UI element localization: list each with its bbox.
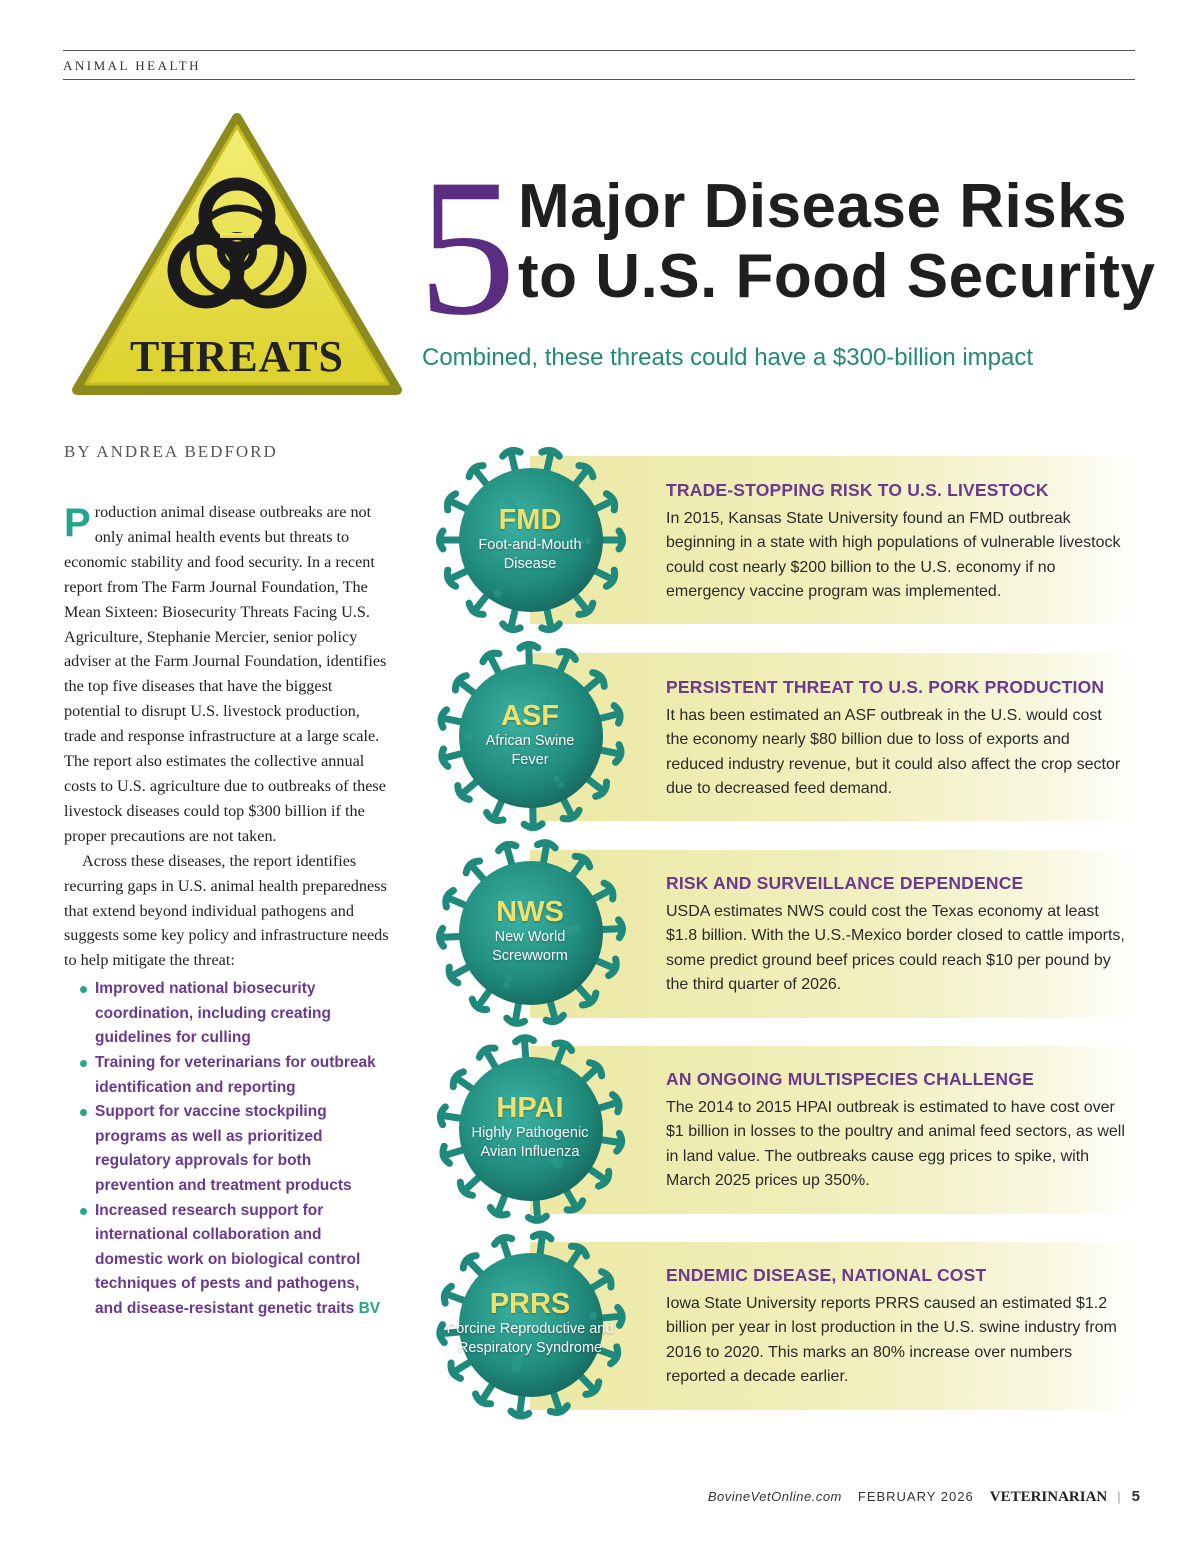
panel-heading: RISK AND SURVEILLANCE DEPENDENCE	[666, 873, 1024, 893]
drop-cap: P	[64, 501, 91, 545]
panel-heading: PERSISTENT THREAT TO U.S. PORK PRODUCTION	[666, 677, 1105, 697]
panel-heading: TRADE-STOPPING RISK TO U.S. LIVESTOCK	[666, 480, 1049, 500]
disease-name: African Swine Fever	[485, 733, 575, 768]
disease-abbr: ASF	[501, 700, 559, 732]
section-rule	[63, 79, 1135, 80]
end-mark: BV	[358, 1299, 381, 1317]
panel-heading: ENDEMIC DISEASE, NATIONAL COST	[666, 1265, 987, 1285]
title-line-1: Major Disease Risks	[518, 172, 1128, 241]
biohazard-warning-icon	[72, 112, 402, 398]
article-body	[64, 500, 390, 1322]
disease-panel-hpai	[666, 1069, 1126, 1194]
title-line-2: to U.S. Food Security	[518, 242, 1156, 311]
disease-abbr: FMD	[498, 504, 562, 536]
page-title	[518, 172, 1158, 312]
list-item-text: Increased research support for international collaboration and domestic work on biological control techniques of pests and pathogens, and disease-resistant genetic traits	[95, 1201, 361, 1317]
panel-heading: AN ONGOING MULTISPECIES CHALLENGE	[666, 1069, 1034, 1089]
paragraph-2: Across these diseases, the report identifies recurring gaps in U.S. animal health preparedness that extend beyond individual pathogens and suggests some key policy and infrastructure needs to help mitigate the threat:	[64, 851, 389, 970]
magazine-logo: VETERINARIAN	[989, 1489, 1108, 1505]
disease-label-prrs	[440, 1288, 620, 1357]
list-item: Support for vaccine stockpiling programs as well as prioritized regulatory approvals for both prevention and treatment products	[64, 1100, 390, 1198]
disease-panel-nws	[666, 873, 1126, 998]
disease-name: Highly Pathogenic Avian Influenza	[471, 1125, 589, 1160]
subtitle: Combined, these threats could have a $300-billion impact	[422, 344, 1034, 371]
list-item: Improved national biosecurity coordination, including creating guidelines for culling	[64, 977, 390, 1051]
panel-text: Iowa State University reports PRRS caused an estimated $1.2 billion per year in lost production in the U.S. swine industry from 2016 to 2020. This marks an 80% increase over numbers reported a decade earlier.	[666, 1295, 1117, 1386]
disease-abbr: NWS	[496, 896, 564, 928]
list-item: Training for veterinarians for outbreak identification and reporting	[64, 1051, 390, 1100]
byline: BY ANDREA BEDFORD	[64, 442, 278, 461]
panel-text: In 2015, Kansas State University found an FMD outbreak beginning in a state with high populations of vulnerable livestock could cost nearly $200 billion to the U.S. economy if no emergency vaccine program was implemented.	[666, 510, 1121, 601]
disease-name: Foot-and-Mouth Disease	[478, 537, 582, 572]
page-number: 5	[1131, 1488, 1140, 1505]
disease-panel-prrs	[666, 1265, 1126, 1390]
section-label: ANIMAL HEALTH	[63, 58, 202, 73]
disease-label-fmd	[440, 504, 620, 573]
disease-label-hpai	[440, 1092, 620, 1161]
footer-divider: |	[1117, 1489, 1122, 1504]
paragraph-1-text: roduction animal disease outbreaks are not only animal health events but threats to economic stability and food security. In a recent report from The Farm Journal Foundation, The Mean Sixteen: Biosecurity Threats Facing U.S. Agriculture, Stephanie Mercier, senior policy adviser at the Farm Journal Foundation, identifies the top five diseases that have the biggest potential to disrupt U.S. livestock production, trade and response infrastructure at a large scale. The report also estimates the collective annual costs to U.S. agriculture due to outbreaks of these livestock diseases could top $300 billion if the proper precautions are not taken.	[64, 503, 387, 845]
disease-panel-fmd	[666, 480, 1126, 605]
disease-panel-asf	[666, 677, 1126, 802]
disease-name: New World Screwworm	[492, 929, 568, 964]
paragraph-1	[64, 500, 390, 849]
list-item	[64, 1199, 390, 1322]
footer-date: FEBRUARY 2026	[857, 1489, 974, 1504]
threats-badge: THREATS	[129, 332, 345, 381]
disease-label-asf	[440, 700, 620, 769]
panel-text: The 2014 to 2015 HPAI outbreak is estimated to have cost over $1 billion in losses to the poultry and animal feed sectors, as well in land value. The outbreaks cause egg prices to spike, with March 2025 prices up 350%.	[666, 1099, 1125, 1190]
footer-site: BovineVetOnline.com	[707, 1489, 842, 1504]
disease-label-nws	[440, 896, 620, 965]
top-rule	[63, 50, 1135, 51]
headline-number: 5	[418, 139, 516, 356]
disease-abbr: HPAI	[496, 1092, 564, 1124]
page-footer	[0, 1488, 1140, 1506]
panel-text: USDA estimates NWS could cost the Texas economy at least $1.8 billion. With the U.S.-Mexico border closed to cattle imports, some predict ground beef prices could reach $10 per pound by the third quarter of 2026.	[666, 903, 1125, 994]
policy-needs-list	[64, 977, 390, 1321]
disease-name: Porcine Reproductive and Respiratory Syndrome	[446, 1321, 614, 1356]
disease-abbr: PRRS	[489, 1288, 571, 1320]
panel-text: It has been estimated an ASF outbreak in the U.S. would cost the economy nearly $80 billion due to loss of exports and reduced industry revenue, but it could also affect the crop sector due to decreased feed demand.	[666, 707, 1121, 798]
